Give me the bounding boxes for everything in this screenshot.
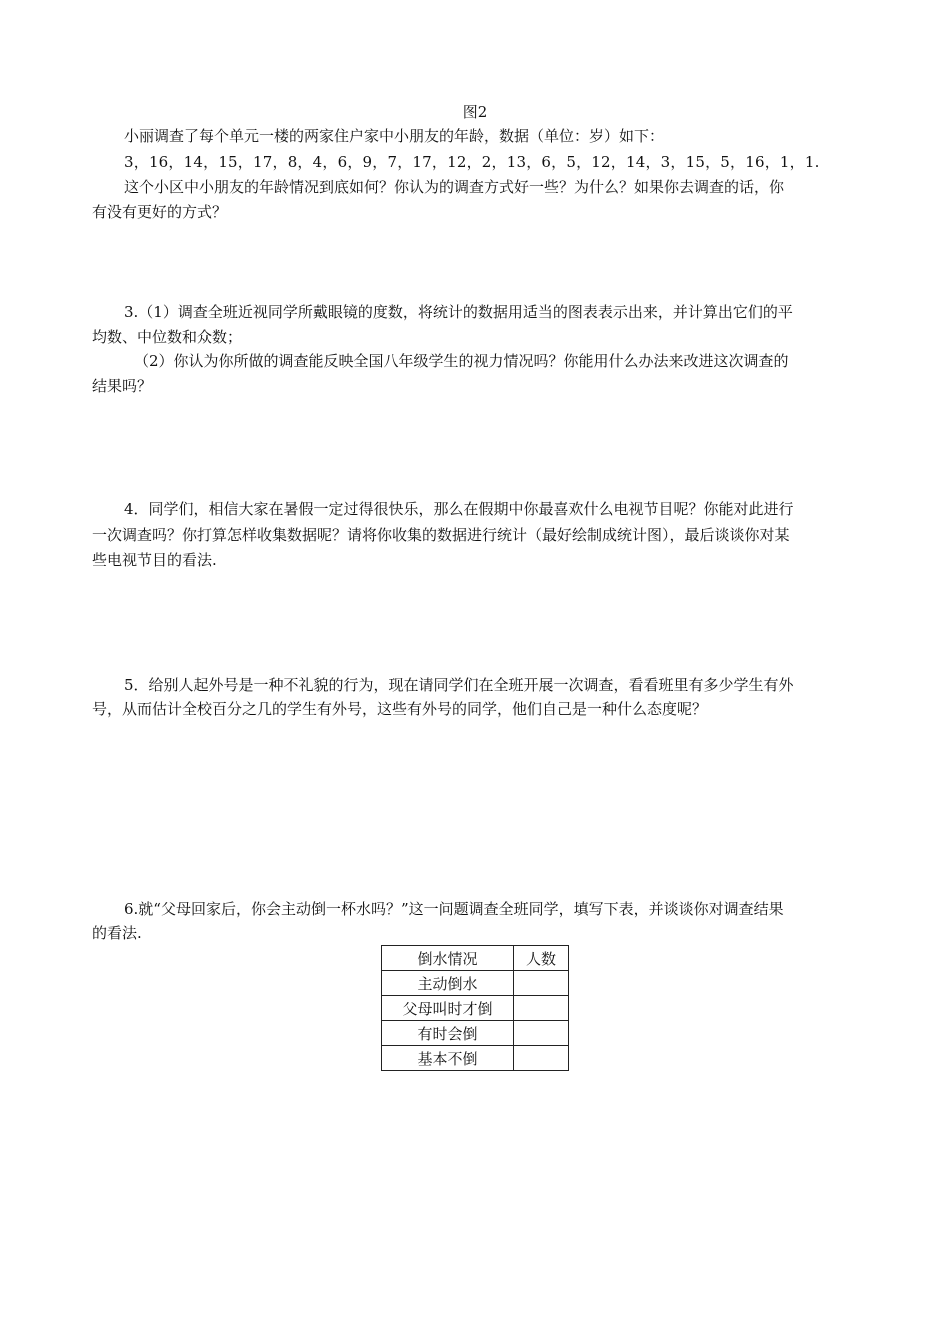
q4-line-1: 4．同学们，相信大家在暑假一定过得很快乐，那么在假期中你最喜欢什么电视节目呢？你能对此进行 [124, 500, 794, 518]
q3-line-1: 3.（1）调查全班近视同学所戴眼镜的度数，将统计的数据用适当的图表表示出来，并计算出它们的平 [124, 303, 793, 321]
row-label-when-asked: 父母叫时才倒 [382, 996, 514, 1021]
row-count-cell[interactable] [514, 996, 569, 1021]
q3-line-2: 均数、中位数和众数； [92, 328, 243, 346]
q4-line-2: 一次调查吗？你打算怎样收集数据呢？请将你收集的数据进行统计（最好绘制成统计图），最后谈谈你对某 [92, 526, 790, 544]
q3-line-4: 结果吗？ [92, 377, 153, 395]
row-count-cell[interactable] [514, 1046, 569, 1071]
q5-line-1: 5．给别人起外号是一种不礼貌的行为，现在请同学们在全班开展一次调查，看看班里有多少学生有外 [124, 676, 794, 694]
intro-line-3: 这个小区中小朋友的年龄情况到底如何？你认为的调查方式好一些？为什么？如果你去调查的话，你 [124, 178, 785, 196]
table-row [382, 1021, 569, 1046]
header-count: 人数 [514, 946, 569, 971]
row-label-active: 主动倒水 [382, 971, 514, 996]
row-label-rarely: 基本不倒 [382, 1046, 514, 1071]
intro-line-4: 有没有更好的方式？ [92, 203, 228, 221]
figure-caption: 图2 [462, 103, 488, 121]
q6-line-1: 6.就“父母回家后，你会主动倒一杯水吗？”这一问题调查全班同学，填写下表，并谈谈你对调查结果 [124, 900, 784, 918]
water-survey-table [381, 945, 569, 1071]
table-row [382, 971, 569, 996]
header-water-status: 倒水情况 [382, 946, 514, 971]
row-count-cell[interactable] [514, 1021, 569, 1046]
q4-line-3: 些电视节目的看法. [92, 551, 217, 569]
intro-line-1: 小丽调查了每个单元一楼的两家住户家中小朋友的年龄，数据（单位：岁）如下： [124, 127, 665, 145]
q5-line-2: 号，从而估计全校百分之几的学生有外号，这些有外号的同学，他们自己是一种什么态度呢？ [92, 700, 708, 718]
table-header-row [382, 946, 569, 971]
q6-line-2: 的看法. [92, 924, 142, 942]
table-row [382, 1046, 569, 1071]
q3-line-3: （2）你认为你所做的调查能反映全国八年级学生的视力情况吗？你能用什么办法来改进这次调查的 [134, 352, 789, 370]
age-data-line: 3，16，14，15，17，8，4，6，9，7，17，12，2，13，6，5，12，14，3，15，5，16，1，1. [124, 153, 820, 171]
table-row [382, 996, 569, 1021]
row-label-sometimes: 有时会倒 [382, 1021, 514, 1046]
row-count-cell[interactable] [514, 971, 569, 996]
